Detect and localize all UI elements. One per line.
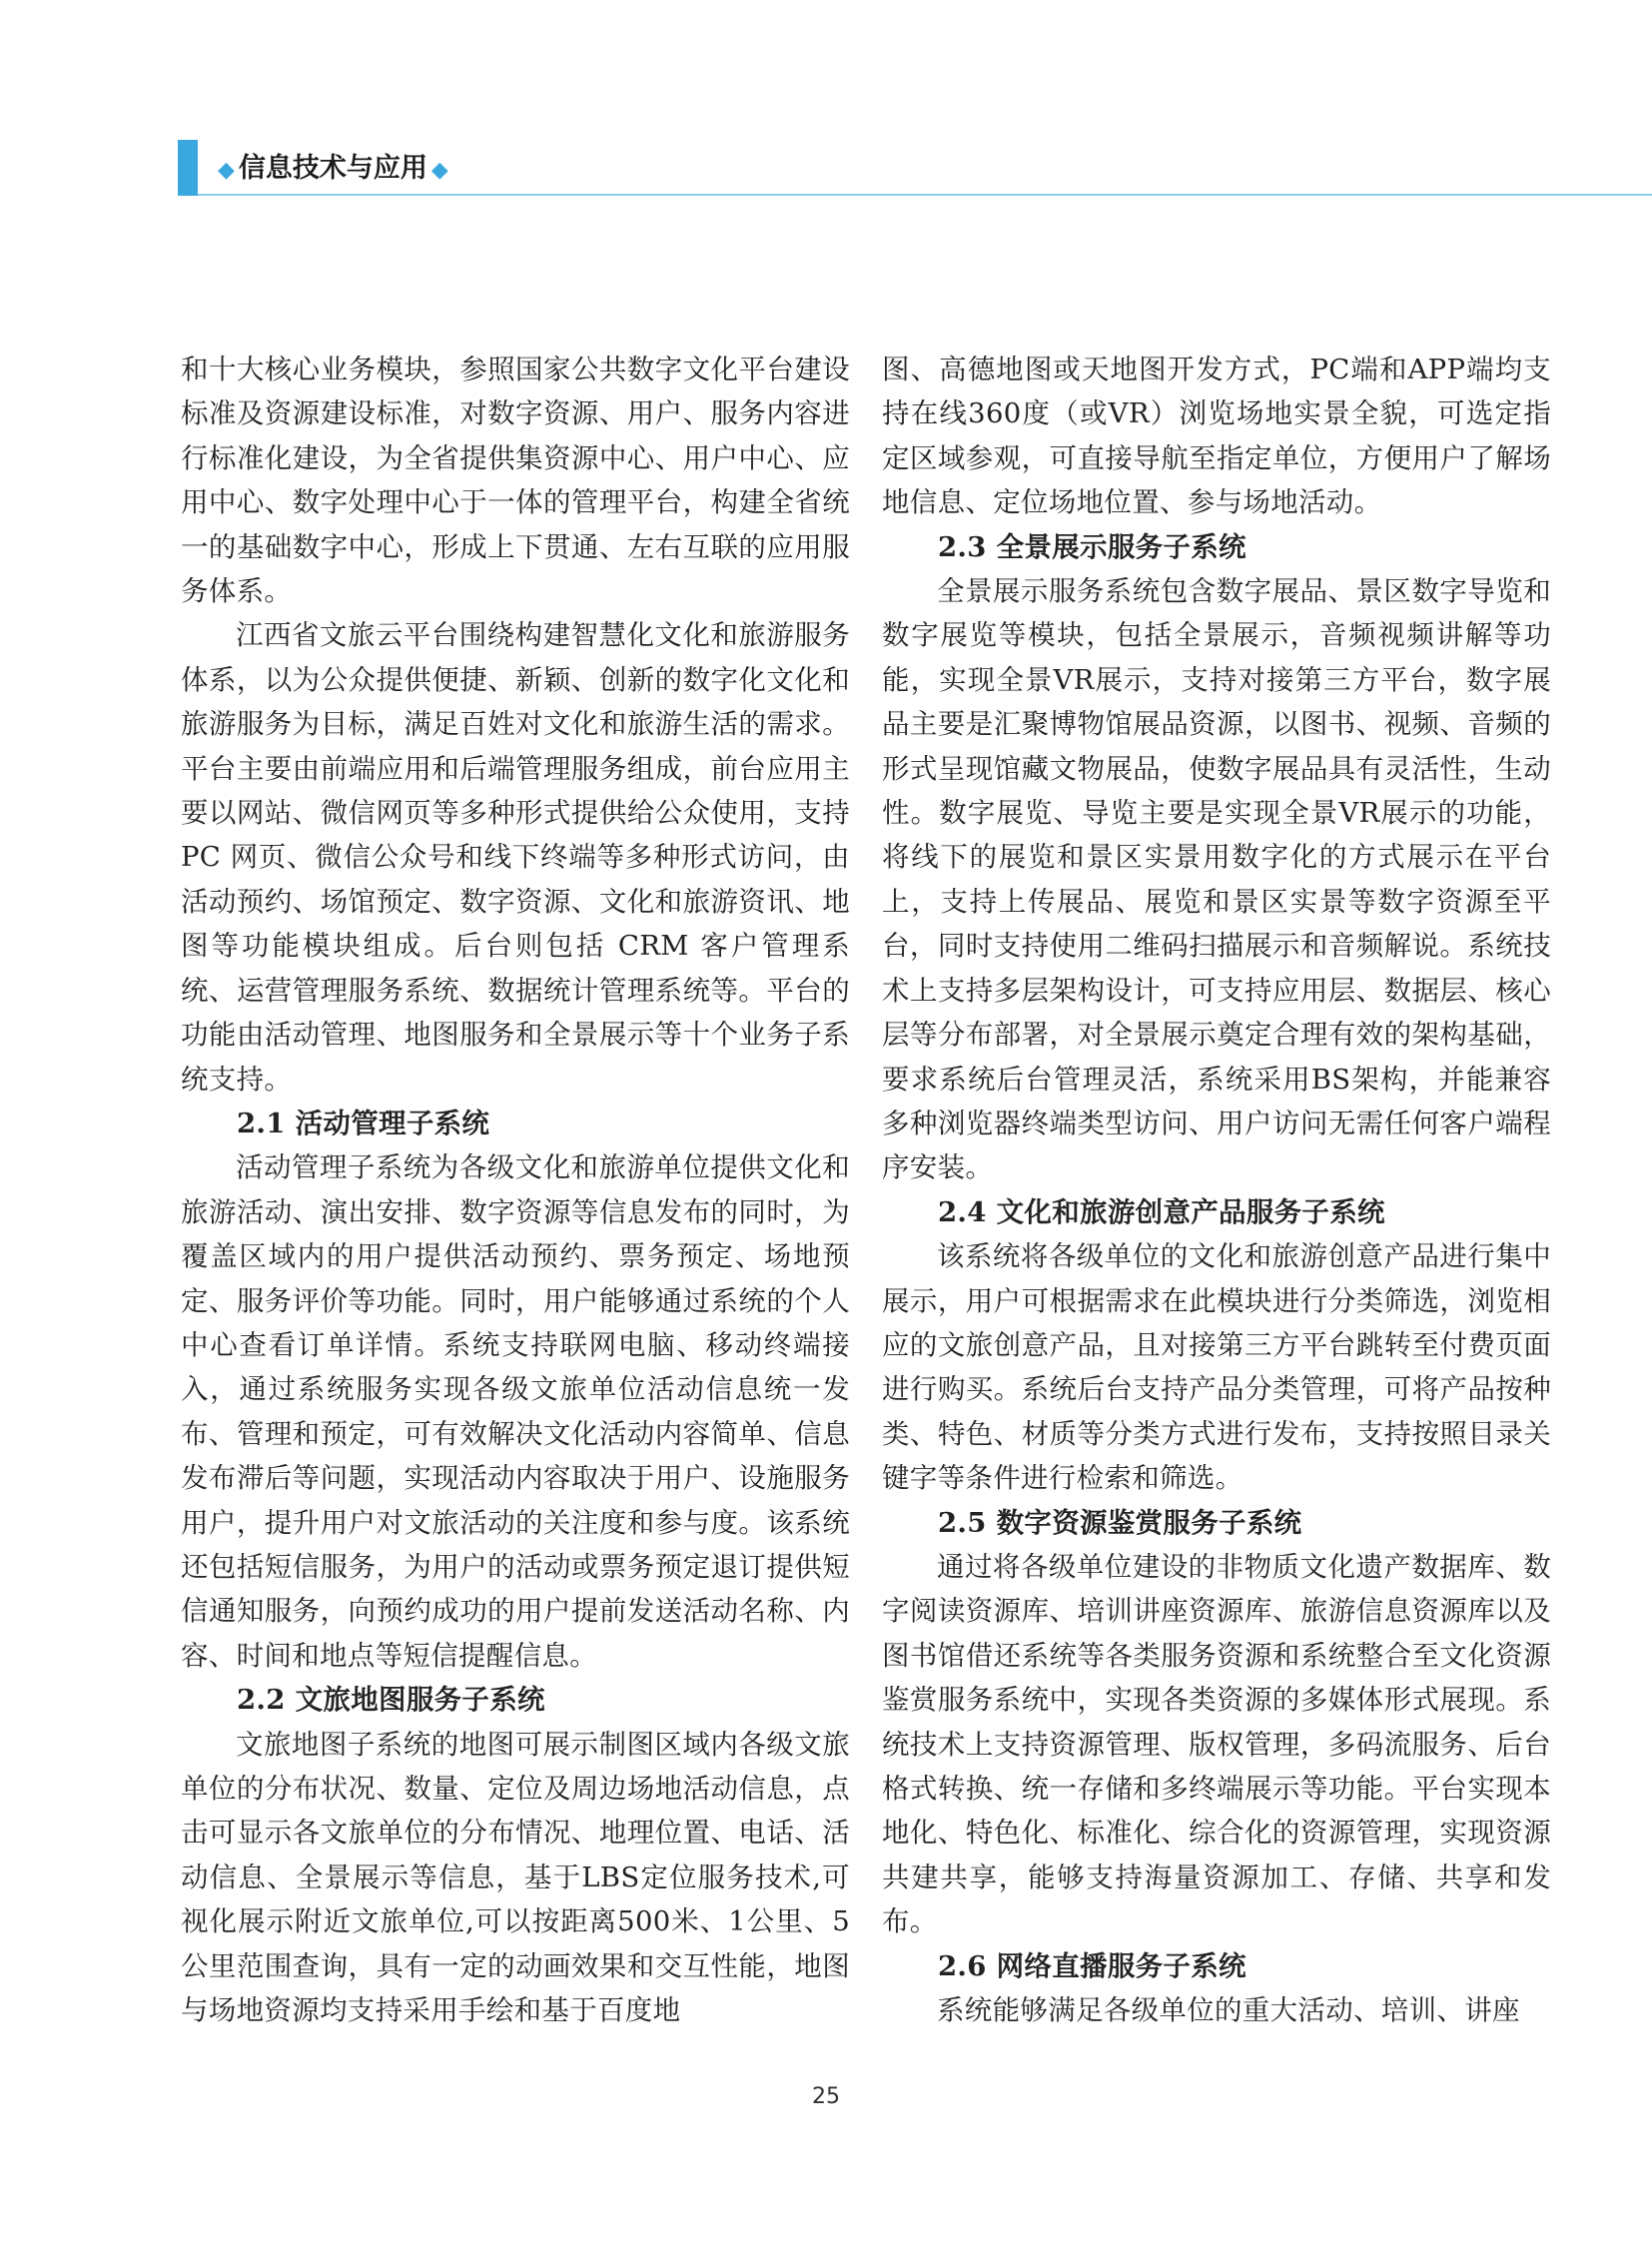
diamond-icon: ◆ [430, 158, 448, 183]
section-heading: 2.1 活动管理子系统 [237, 1107, 490, 1139]
paragraph: 系统能够满足各级单位的重大活动、培训、讲座 [937, 1994, 1520, 2027]
paragraph: 和十大核心业务模块，参照国家公共数字文化平台建设标准及资源建设标准，对数字资源、用户、服务内容进行标准化建设，为全省提供集资源中心、用户中心、应用中心、数字处理中心于一体的管理平台，构建全省统一的基础数字中心，形成上下贯通、左右互联的应用服务体系。 [181, 354, 850, 608]
paragraph: 活动管理子系统为各级文化和旅游单位提供文化和旅游活动、演出安排、数字资源等信息发布的同时，为覆盖区域内的用户提供活动预约、票务预定、场地预定、服务评价等功能。同时，用户能够通过系统的个人中心查看订单详情。系统支持联网电脑、移动终端接入，通过系统服务实现各级文旅单位活动信息统一发布、管理和预定，可有效解决文化活动内容简单、信息发布滞后等问题，实现活动内容取决于用户、设施服务用户，提升用户对文旅活动的关注度和参与度。该系统还包括短信服务，为用户的活动或票务预定退订提供短信通知服务，向预约成功的用户提前发送活动名称、内容、时间和地点等短信提醒信息。 [181, 1151, 850, 1672]
section-title: 信息技术与应用 [238, 153, 427, 184]
header-accent-bar [178, 140, 198, 196]
left-column [181, 348, 850, 2045]
paragraph: 通过将各级单位建设的非物质文化遗产数据库、数字阅读资源库、培训讲座资源库、旅游信息资源库以及图书馆借还系统等各类服务资源和系统整合至文化资源鉴赏服务系统中，实现各类资源的多媒体形式展现。系统技术上支持资源管理、版权管理，多码流服务、后台格式转换、统一存储和多终端展示等功能。平台实现本地化、特色化、标准化、综合化的资源管理，实现资源共建共享，能够支持海量资源加工、存储、共享和发布。 [882, 1550, 1551, 1938]
section-heading: 2.4 文化和旅游创意产品服务子系统 [938, 1195, 1385, 1228]
section-heading: 2.2 文旅地图服务子系统 [237, 1684, 545, 1717]
section-heading: 2.3 全景展示服务子系统 [938, 530, 1246, 563]
page-number: 25 [812, 2084, 840, 2109]
running-header [178, 140, 1652, 198]
section-heading: 2.5 数字资源鉴赏服务子系统 [938, 1506, 1302, 1539]
header-rule [198, 194, 1652, 196]
paragraph: 该系统将各级单位的文化和旅游创意产品进行集中展示，用户可根据需求在此模块进行分类筛选，浏览相应的文旅创意产品，且对接第三方平台跳转至付费页面进行购买。系统后台支持产品分类管理，可将产品按种类、特色、材质等分类方式进行发布，支持按照目录关键字等条件进行检索和筛选。 [882, 1240, 1551, 1495]
paragraph: 全景展示服务系统包含数字展品、景区数字导览和数字展览等模块，包括全景展示，音频视频讲解等功能，实现全景VR展示，支持对接第三方平台，数字展品主要是汇聚博物馆展品资源，以图书、视频、音频的形式呈现馆藏文物展品，使数字展品具有灵活性，生动性。数字展览、导览主要是实现全景VR展示的功能，将线下的展览和景区实景用数字化的方式展示在平台上，支持上传展品、展览和景区实景等数字资源至平台，同时支持使用二维码扫描展示和音频解说。系统技术上支持多层架构设计，可支持应用层、数据层、核心层等分布部署，对全景展示奠定合理有效的架构基础，要求系统后台管理灵活，系统采用BS架构，并能兼容多种浏览器终端类型访问、用户访问无需任何客户端程序安装。 [882, 575, 1551, 1184]
paragraph: 文旅地图子系统的地图可展示制图区域内各级文旅单位的分布状况、数量、定位及周边场地活动信息，点击可显示各文旅单位的分布情况、地理位置、电话、活动信息、全景展示等信息，基于LBS定位服务技术,可视化展示附近文旅单位,可以按距离500米、1公里、5公里范围查询，具有一定的动画效果和交互性能，地图与场地资源均支持采用手绘和基于百度地 [181, 1728, 850, 2027]
paragraph: 图、高德地图或天地图开发方式，PC端和APP端均支持在线360度（或VR）浏览场地实景全貌，可选定指定区域参观，可直接导航至指定单位，方便用户了解场地信息、定位场地位置、参与场地活动。 [882, 354, 1551, 519]
paragraph: 江西省文旅云平台围绕构建智慧化文化和旅游服务体系，以为公众提供便捷、新颖、创新的数字化文化和旅游服务为目标，满足百姓对文化和旅游生活的需求。平台主要由前端应用和后端管理服务组成，前台应用主要以网站、微信网页等多种形式提供给公众使用，支持 PC 网页、微信公众号和线下终端等多种形式访问，由活动预约、场馆预定、数字资源、文化和旅游资讯、地图等功能模块组成。后台则包括 CRM 客户管理系统、运营管理服务系统、数据统计管理系统等。平台的功能由活动管理、地图服务和全景展示等十个业务子系统支持。 [181, 619, 850, 1096]
section-heading: 2.6 网络直播服务子系统 [938, 1949, 1246, 1982]
header-title-group [214, 146, 452, 192]
diamond-icon: ◆ [218, 158, 235, 183]
right-column [882, 348, 1551, 2045]
